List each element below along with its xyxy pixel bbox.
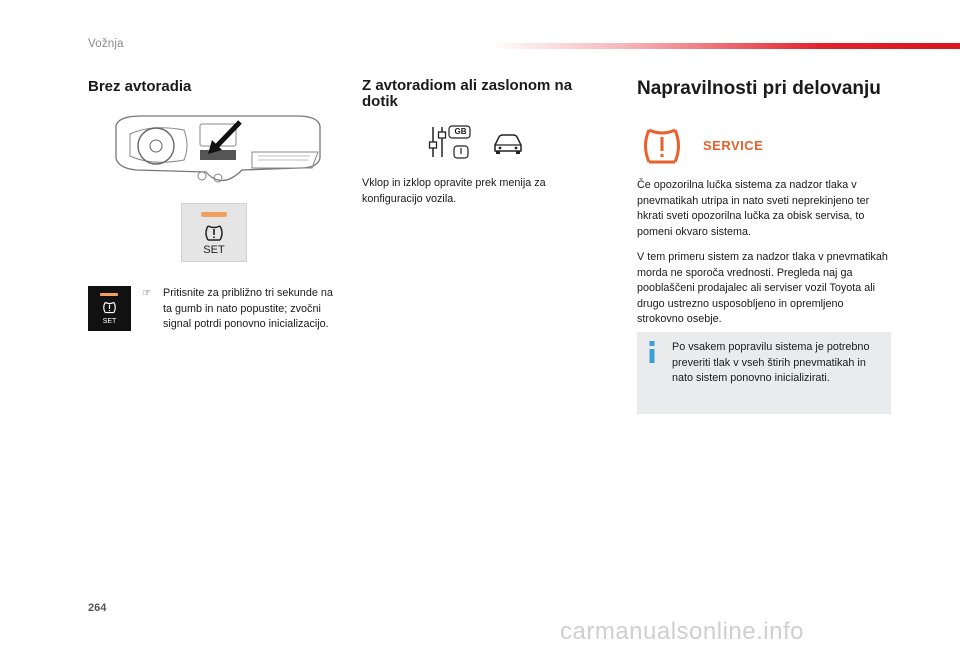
i-label: I xyxy=(459,147,463,156)
set-label-small: SET xyxy=(102,318,117,325)
malfunction-paragraph-1: Če opozorilna lučka sistema za nadzor tlaka v pnevmatikah utripa in nato sveti neprekinjeno ter hkrati sveti opozorilna lučka za obisk servisa, to pomeni okvaro sistema. xyxy=(637,179,870,238)
step-bullet-icon: ☞ xyxy=(142,288,151,299)
service-warning-icon: SERVICE xyxy=(703,138,764,153)
step-instruction: Pritisnite za približno tri sekunde na ta gumb in nato popustite; zvočni signal potrdi ponovno inicializacijo. xyxy=(163,287,333,330)
heading-malfunctions: Napravilnosti pri delovanju xyxy=(637,78,881,99)
info-text: Po vsakem popravilu sistema je potrebno preveriti tlak v vseh štirih pnevmatikah in nato sistem ponovno inicializirati. xyxy=(672,341,870,384)
radio-instruction: Vklop in izklop opravite prek menija za konfiguracijo vozila. xyxy=(362,177,546,205)
watermark: carmanualsonline.info xyxy=(560,618,804,645)
heading-with-radio: Z avtoradiom ali zaslonom na dotik xyxy=(362,77,573,110)
tire-pressure-icon xyxy=(204,224,224,242)
car-icon xyxy=(492,133,524,155)
config-icons xyxy=(428,124,528,162)
page-number: 264 xyxy=(88,602,107,614)
set-label: SET xyxy=(203,244,225,256)
tire-pressure-warning-icon xyxy=(640,126,684,168)
indicator-light xyxy=(201,212,227,217)
set-button-icon xyxy=(88,286,131,331)
dashboard-illustration xyxy=(112,112,324,192)
indicator-light-small xyxy=(100,293,118,296)
info-icon xyxy=(647,341,657,363)
tire-pressure-icon-small xyxy=(102,301,117,314)
gb-label: GB xyxy=(454,127,467,136)
section-label: Vožnja xyxy=(88,38,124,50)
set-button-panel xyxy=(181,203,247,262)
malfunction-paragraph-2: V tem primeru sistem za nadzor tlaka v pnevmatikah morda ne sporoča vrednosti. Pregleda naj ga pooblaščeni prodajalec ali serviser vozil Toyota ali drugo ustrezno usposobljeno in opremljeno strokovno osebje. xyxy=(637,251,888,325)
heading-without-radio: Brez avtoradia xyxy=(88,78,192,95)
header-accent-bar xyxy=(490,43,960,49)
